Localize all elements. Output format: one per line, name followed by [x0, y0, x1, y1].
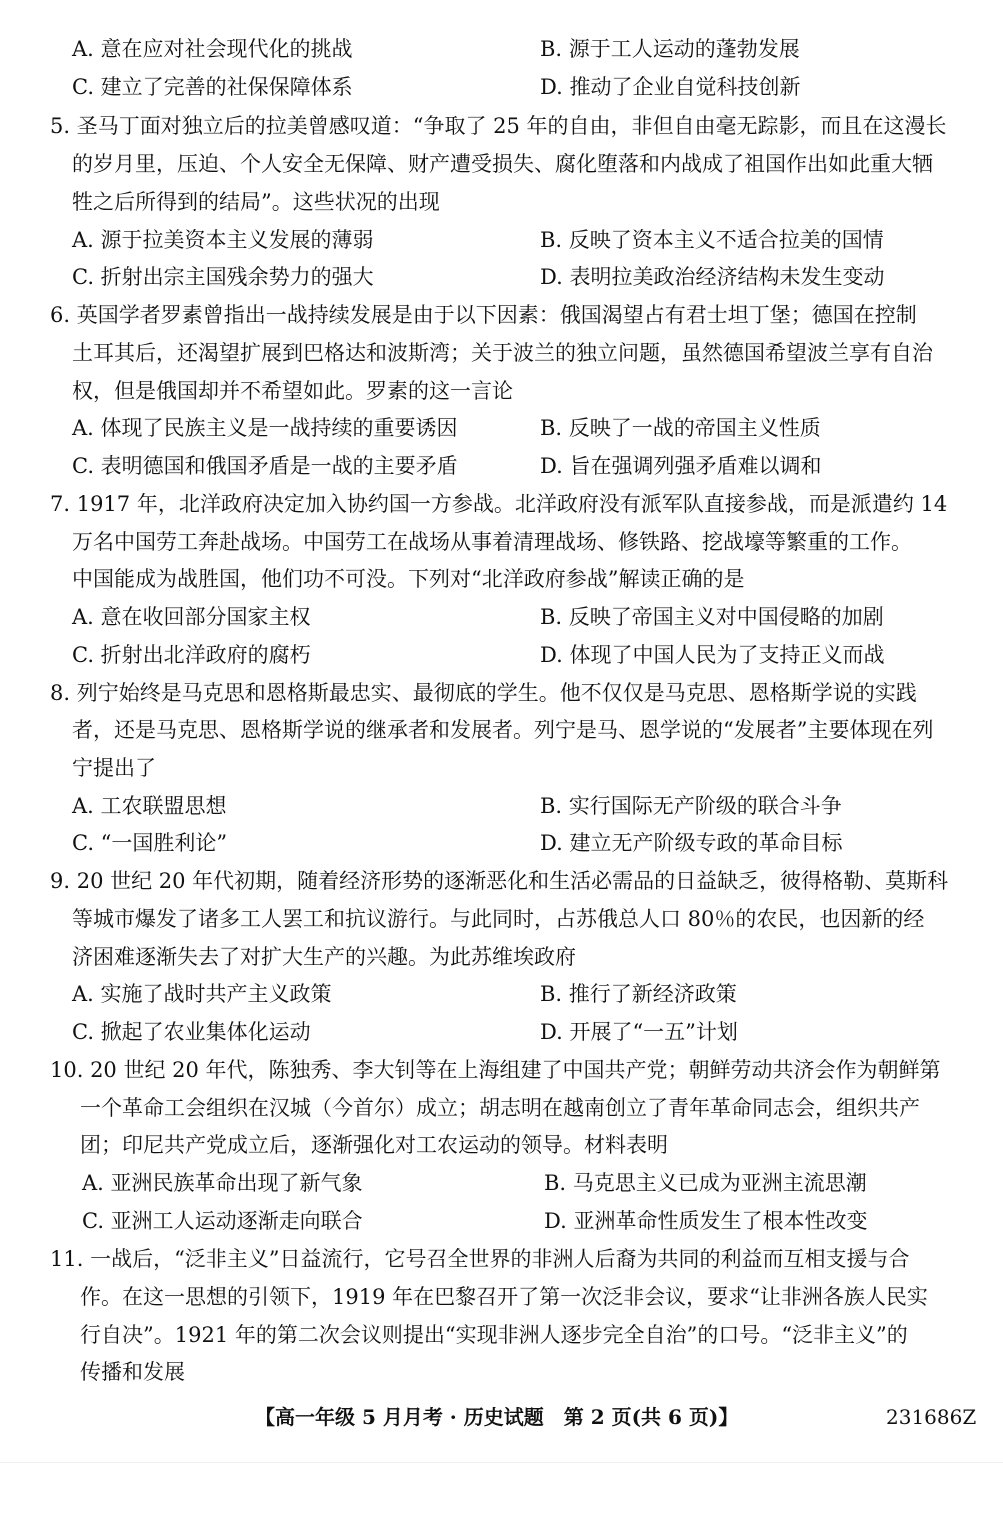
q10-stem-line-1: 10. 20 世纪 20 年代，陈独秀、李大钊等在上海组建了中国共产党；朝鲜劳动共济会作为朝鲜第: [50, 1058, 941, 1082]
page-bottom-edge: [0, 1462, 1003, 1463]
q6-option-b: B. 反映了一战的帝国主义性质: [540, 416, 821, 440]
q7-option-a: A. 意在收回部分国家主权: [72, 605, 311, 629]
q4-option-a: A. 意在应对社会现代化的挑战: [72, 37, 353, 61]
q7-option-d: D. 体现了中国人民为了支持正义而战: [540, 643, 885, 667]
q5-stem-line-2: 的岁月里，压迫、个人安全无保障、财产遭受损失、腐化堕落和内战成了祖国作出如此重大牺: [72, 152, 933, 176]
q10-option-c: C. 亚洲工人运动逐渐走向联合: [82, 1209, 363, 1233]
q6-option-d: D. 旨在强调列强矛盾难以调和: [540, 454, 822, 478]
q7-option-c: C. 折射出北洋政府的腐朽: [72, 643, 311, 667]
q11-stem-line-3: 行自决”。1921 年的第二次会议则提出“实现非洲人逐步完全自治”的口号。“泛非主义”的: [80, 1323, 908, 1347]
q9-option-a: A. 实施了战时共产主义政策: [72, 982, 332, 1006]
q7-stem-line-2: 万名中国劳工奔赴战场。中国劳工在战场从事着清理战场、修铁路、挖战壕等繁重的工作。: [72, 530, 912, 554]
q9-stem-line-2: 等城市爆发了诸多工人罢工和抗议游行。与此同时，占苏俄总人口 80％的农民，也因新的经: [72, 907, 925, 931]
q11-stem-line-4: 传播和发展: [80, 1360, 185, 1384]
q8-stem-line-3: 宁提出了: [72, 756, 156, 780]
q9-stem-line-1: 9. 20 世纪 20 年代初期，随着经济形势的逐渐恶化和生活必需品的日益缺乏，彼得格勒、莫斯科: [50, 869, 949, 893]
page-footer-title: 【高一年级 5 月月考 · 历史试题 第 2 页(共 6 页)】: [255, 1405, 739, 1429]
paper-code: 231686Z: [886, 1405, 977, 1429]
q10-option-a: A. 亚洲民族革命出现了新气象: [82, 1171, 363, 1195]
q8-stem-line-2: 者，还是马克思、恩格斯学说的继承者和发展者。列宁是马、恩学说的“发展者”主要体现在列: [72, 718, 934, 742]
q9-option-d: D. 开展了“一五”计划: [540, 1020, 738, 1044]
q8-option-b: B. 实行国际无产阶级的联合斗争: [540, 794, 842, 818]
q9-stem-line-3: 济困难逐渐失去了对扩大生产的兴趣。为此苏维埃政府: [72, 945, 576, 969]
q4-option-d: D. 推动了企业自觉科技创新: [540, 75, 801, 99]
q5-stem-line-3: 牲之后所得到的结局”。这些状况的出现: [72, 190, 440, 214]
q6-stem-line-2: 土耳其后，还渴望扩展到巴格达和波斯湾；关于波兰的独立问题，虽然德国希望波兰享有自治: [72, 341, 933, 365]
q10-option-d: D. 亚洲革命性质发生了根本性改变: [544, 1209, 868, 1233]
q8-option-a: A. 工农联盟思想: [72, 794, 227, 818]
q6-stem-line-1: 6. 英国学者罗素曾指出一战持续发展是由于以下因素：俄国渴望占有君士坦丁堡；德国在控制: [50, 303, 917, 327]
q6-stem-line-3: 权，但是俄国却并不希望如此。罗素的这一言论: [72, 379, 513, 403]
q6-option-c: C. 表明德国和俄国矛盾是一战的主要矛盾: [72, 454, 458, 478]
q5-option-c: C. 折射出宗主国残余势力的强大: [72, 265, 374, 289]
q4-option-b: B. 源于工人运动的蓬勃发展: [540, 37, 800, 61]
q9-option-c: C. 掀起了农业集体化运动: [72, 1020, 311, 1044]
q8-stem-line-1: 8. 列宁始终是马克思和恩格斯最忠实、最彻底的学生。他不仅仅是马克思、恩格斯学说的实践: [50, 681, 917, 705]
q5-option-b: B. 反映了资本主义不适合拉美的国情: [540, 228, 884, 252]
q9-option-b: B. 推行了新经济政策: [540, 982, 737, 1006]
q5-stem-line-1: 5. 圣马丁面对独立后的拉美曾感叹道：“争取了 25 年的自由，非但自由毫无踪影，而且在这漫长: [50, 114, 947, 138]
q5-option-d: D. 表明拉美政治经济结构未发生变动: [540, 265, 885, 289]
q11-stem-line-2: 作。在这一思想的引领下，1919 年在巴黎召开了第一次泛非会议，要求“让非洲各族人民实: [80, 1285, 928, 1309]
q6-option-a: A. 体现了民族主义是一战持续的重要诱因: [72, 416, 458, 440]
q10-option-b: B. 马克思主义已成为亚洲主流思潮: [544, 1171, 867, 1195]
q7-option-b: B. 反映了帝国主义对中国侵略的加剧: [540, 605, 884, 629]
q8-option-d: D. 建立无产阶级专政的革命目标: [540, 831, 843, 855]
q7-stem-line-3: 中国能成为战胜国，他们功不可没。下列对“北洋政府参战”解读正确的是: [72, 567, 745, 591]
q10-stem-line-2: 一个革命工会组织在汉城（今首尔）成立；胡志明在越南创立了青年革命同志会，组织共产: [80, 1096, 920, 1120]
q10-stem-line-3: 团；印尼共产党成立后，逐渐强化对工农运动的领导。材料表明: [80, 1133, 668, 1157]
q11-stem-line-1: 11. 一战后，“泛非主义”日益流行，它号召全世界的非洲人后裔为共同的利益而互相支援与合: [50, 1247, 910, 1271]
q8-option-c: C. “一国胜利论”: [72, 831, 228, 855]
q5-option-a: A. 源于拉美资本主义发展的薄弱: [72, 228, 374, 252]
q7-stem-line-1: 7. 1917 年，北洋政府决定加入协约国一方参战。北洋政府没有派军队直接参战，而是派遣约 14: [50, 492, 948, 516]
q4-option-c: C. 建立了完善的社保保障体系: [72, 75, 353, 99]
